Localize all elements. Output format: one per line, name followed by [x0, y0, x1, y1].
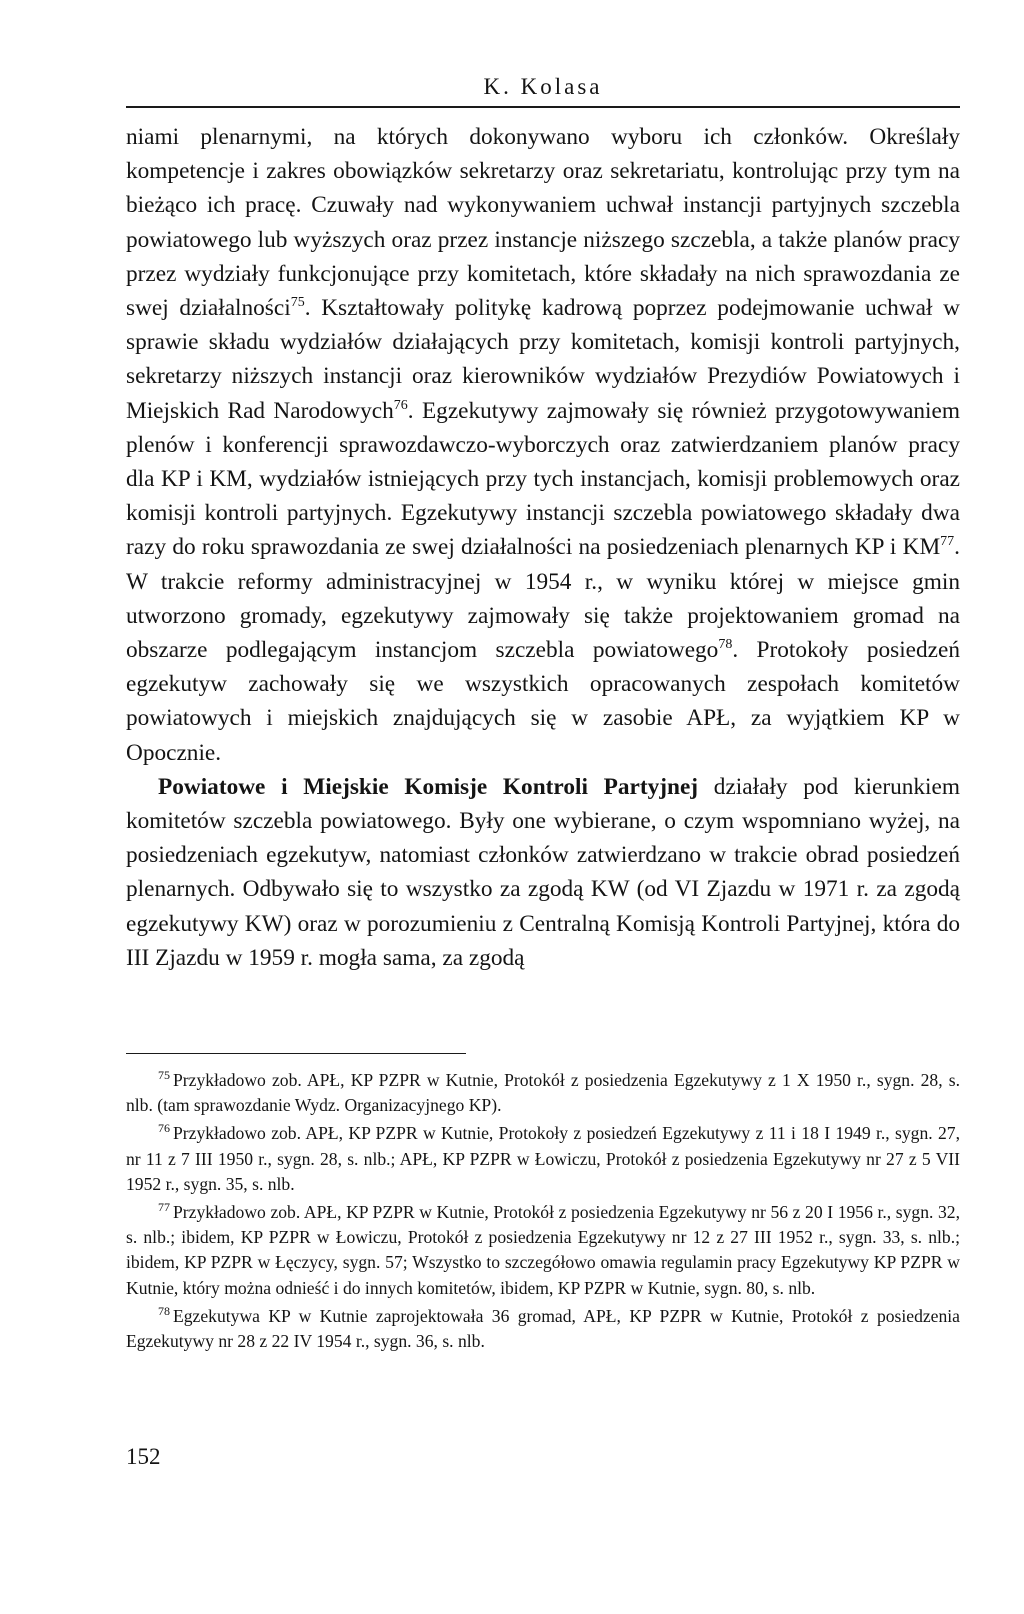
footnote-text: Przykładowo zob. APŁ, KP PZPR w Kutnie, Protokół z posiedzenia Egzekutywy nr 56 z 20 I 1956 r., sygn. 32, s. nlb.; ibidem, KP PZPR w Łowiczu, Protokół z posiedzenia Egzekutywy nr 12 z 27 III 1952 r., sygn. 33, s. nlb.; ibidem, KP PZPR w Łęczycy, sygn. 57; Wszystko to szczegółowo omawia regulamin pracy Egzekutywy KP PZPR w Kutnie, który można odnieść i do innych komitetów, ibidem, KP PZPR w Kutnie, sygn. 80, s. nlb.	[126, 1202, 960, 1298]
header-author: K. Kolasa	[483, 74, 603, 99]
footnote-78	[126, 1304, 960, 1354]
main-text	[126, 120, 960, 975]
paragraph-1	[126, 120, 960, 770]
footnote-number: 77	[158, 1200, 170, 1215]
paragraph-1-part-b: . Kształtowały politykę kadrową poprzez podejmowanie uchwał w sprawie składu wydziałów działających przy komitetach, komisji kontroli partyjnych, sekretarzy niższych instancji oraz kierowników wydziałów Prezydiów Powiatowych i Miejskich Rad Narodowych	[126, 295, 960, 424]
footnotes	[126, 1068, 960, 1357]
footnote-text: Przykładowo zob. APŁ, KP PZPR w Kutnie, Protokoły z posiedzeń Egzekutywy z 11 i 18 I 1949 r., sygn. 27, nr 11 z 7 III 1950 r., sygn. 28, s. nlb.; APŁ, KP PZPR w Łowiczu, Protokół z posiedzenia Egzekutywy nr 27 z 5 VII 1952 r., sygn. 35, s. nlb.	[126, 1123, 960, 1194]
footnote-text: Przykładowo zob. APŁ, KP PZPR w Kutnie, Protokół z posiedzenia Egzekutywy z 1 X 1950 r., sygn. 28, s. nlb. (tam sprawozdanie Wydz. Organizacyjnego KP).	[126, 1070, 960, 1116]
footnote-ref-77[interactable]: 77	[940, 534, 955, 550]
page-number: 152	[126, 1444, 161, 1469]
footnote-76	[126, 1121, 960, 1197]
paragraph-2-text: działały pod kierunkiem komitetów szczebla powiatowego. Były one wybierane, o czym wspomniano wyżej, na posiedzeniach egzekutyw, natomiast członków zatwierdzano w trakcie obrad posiedzeń plenarnych. Odbywało się to wszystko za zgodą KW (od VI Zjazdu w 1971 r. za zgodą egzekutywy KW) oraz w porozumieniu z Centralną Komisją Kontroli Partyjnej, która do III Zjazdu w 1959 r. mogła sama, za zgodą	[126, 773, 960, 971]
paragraph-1-part-a: niami plenarnymi, na których dokonywano wyboru ich członków. Określały kompetencje i zakres obowiązków sekretarzy oraz sekretariatu, kontrolując przy tym na bieżąco ich pracę. Czuwały nad wykonywaniem uchwał instancji partyjnych szczebla powiatowego lub wyższych oraz przez instancje niższego szczebla, a także planów pracy przez wydziały funkcjonujące przy komitetach, które składały na nich sprawozdania ze swej działalności	[126, 124, 960, 322]
footnote-ref-78[interactable]: 78	[718, 637, 733, 653]
footnote-text: Egzekutywa KP w Kutnie zaprojektowała 36 gromad, APŁ, KP PZPR w Kutnie, Protokół z posiedzenia Egzekutywy nr 28 z 22 IV 1954 r., sygn. 36, s. nlb.	[126, 1305, 960, 1352]
footnote-ref-76[interactable]: 76	[393, 397, 408, 413]
paragraph-2	[126, 770, 960, 975]
footnote-number: 75	[158, 1068, 170, 1082]
footnote-number: 78	[158, 1303, 170, 1318]
footnote-ref-75[interactable]: 75	[290, 295, 305, 311]
footnote-separator	[126, 1053, 466, 1054]
paragraph-2-bold-term: Powiatowe i Miejskie Komisje Kontroli Partyjnej	[158, 773, 699, 800]
footnote-77	[126, 1200, 960, 1301]
footnote-number: 76	[158, 1121, 170, 1136]
paragraph-1-part-d: . W trakcie reformy administracyjnej w 1954 r., w wyniku której w miejsce gmin utworzono gromady, egzekutywy zajmowały się także projektowaniem gromad na obszarze podlegającym instancjom szczebla powiatowego	[126, 534, 960, 664]
footnote-75	[126, 1068, 960, 1118]
running-header	[126, 74, 960, 108]
paragraph-1-part-e: . Protokoły posiedzeń egzekutyw zachowały się we wszystkich opracowanych zespołach komitetów powiatowych i miejskich znajdujących się w zasobie APŁ, za wyjątkiem KP w Opocznie.	[126, 637, 960, 766]
paragraph-1-part-c: . Egzekutywy zajmowały się również przygotowywaniem plenów i konferencji sprawozdawczo-wyborczych oraz zatwierdzaniem planów pracy dla KP i KM, wydziałów istniejących przy tych instancjach, komisji problemowych oraz komisji kontroli partyjnych. Egzekutywy instancji szczebla powiatowego składały dwa razy do roku sprawozdania ze swej działalności na posiedzeniach plenarnych KP i KM	[126, 397, 960, 561]
